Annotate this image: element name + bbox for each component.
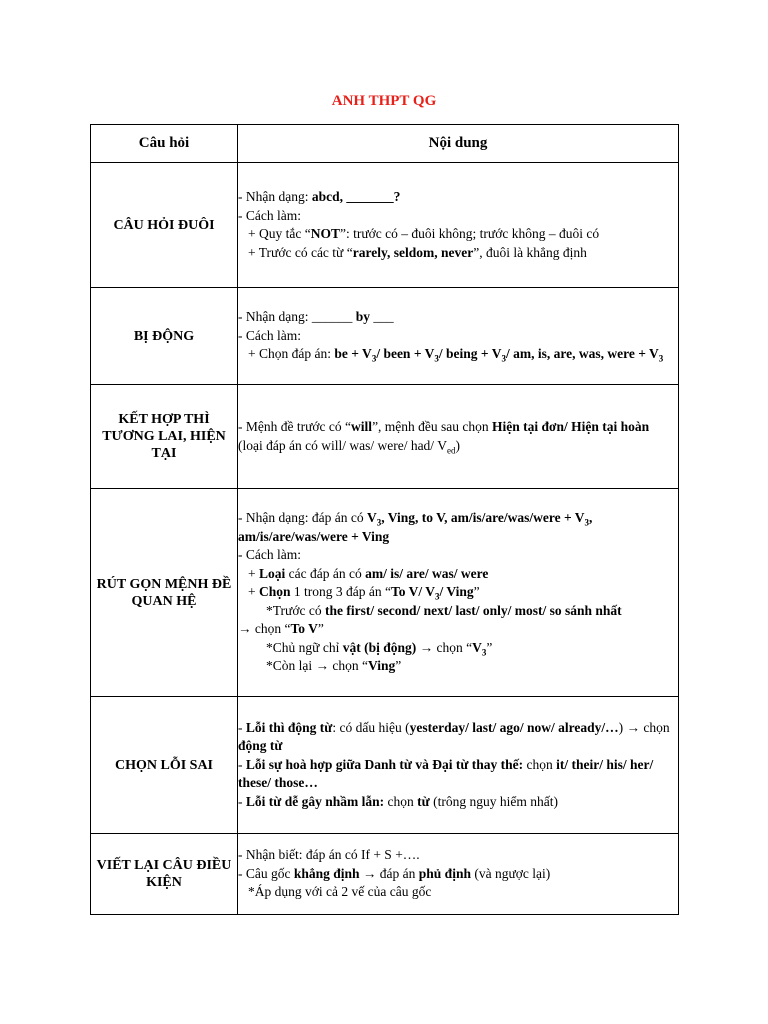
text-segment: → đáp án <box>359 865 419 881</box>
content-line <box>238 657 678 676</box>
table-row <box>91 834 679 915</box>
text-segment: it/ their/ his/ her/ these/ those… <box>238 756 654 791</box>
text-segment: ) <box>455 437 460 453</box>
subscript-text: 3 <box>371 353 377 364</box>
text-segment: - Cách làm: <box>238 327 301 343</box>
text-segment: vật (bị động) <box>342 639 417 655</box>
page-title: ANH THPT QG <box>331 93 437 109</box>
text-segment: yesterday/ last/ ago/ now/ already/… <box>409 719 619 735</box>
table-row <box>91 697 679 834</box>
content-line <box>238 719 678 756</box>
subscript-text: 3 <box>434 353 439 364</box>
text-segment: To V <box>290 621 318 637</box>
content-line <box>238 345 678 364</box>
text-segment: + Chọn đáp án: <box>248 346 335 362</box>
text-segment: rarely, seldom, never <box>352 244 474 260</box>
row-content <box>238 288 679 385</box>
content-line <box>238 418 678 437</box>
content-line <box>238 225 678 244</box>
text-segment: / am, is, are, was, were + V <box>505 346 659 362</box>
text-segment: - Nhận biết: đáp án có If + S +…. <box>238 847 420 863</box>
table-row <box>91 489 679 697</box>
text-segment: → chọn “ <box>416 639 473 655</box>
table-row <box>91 288 679 385</box>
text-segment: ___ <box>370 309 394 325</box>
content-line <box>238 583 678 602</box>
row-content <box>238 834 679 915</box>
subscript-text: ed <box>446 445 456 456</box>
text-segment: / been + V <box>376 346 435 362</box>
table-row <box>91 163 679 288</box>
content-line <box>238 509 678 546</box>
row-question: RÚT GỌN MỆNH ĐỀ QUAN HỆ <box>91 489 238 697</box>
text-segment: - Nhận dạng: ______ <box>238 309 356 325</box>
text-segment: *Còn lại → chọn “ <box>266 658 368 674</box>
row-question: CHỌN LỖI SAI <box>91 697 238 834</box>
content-line <box>238 546 678 565</box>
content-line <box>238 244 678 263</box>
content-line <box>238 602 678 621</box>
text-segment: + Trước có các từ “ <box>248 244 353 260</box>
content-line <box>238 620 678 639</box>
text-segment: khẳng định <box>293 865 360 881</box>
text-segment: ” <box>473 584 480 600</box>
text-segment: by <box>355 309 370 325</box>
text-segment: V <box>472 639 482 655</box>
content-line <box>238 437 678 456</box>
subscript-text: 3 <box>435 591 440 602</box>
row-question: VIẾT LẠI CÂU ĐIỀU KIỆN <box>91 834 238 915</box>
text-segment: *Chủ ngữ chỉ <box>266 639 343 655</box>
text-segment: / being + V <box>438 346 502 362</box>
text-segment: - Cách làm: <box>238 207 301 223</box>
text-segment: be + V <box>334 346 372 362</box>
content-line <box>238 565 678 584</box>
subscript-text: 3 <box>481 647 487 658</box>
text-segment: phủ định <box>418 865 471 881</box>
text-segment: - Nhận dạng: đáp án có <box>238 510 367 526</box>
subscript-text: 3 <box>376 517 382 528</box>
content-line <box>238 756 678 793</box>
text-segment: các đáp án có <box>285 565 366 581</box>
text-segment: ” <box>486 639 493 655</box>
text-segment: + Quy tắc “ <box>248 226 311 241</box>
row-question: KẾT HỢP THÌ TƯƠNG LAI, HIỆN TẠI <box>91 385 238 489</box>
row-content <box>238 697 679 834</box>
text-segment: chọn <box>384 793 418 809</box>
text-segment: 1 trong 3 đáp án “ <box>290 584 391 600</box>
text-segment: ”, đuôi là khẳng định <box>473 244 587 260</box>
text-segment: will <box>351 419 373 434</box>
text-segment: am/ is/ are/ was/ were <box>365 565 489 581</box>
content-line <box>238 207 678 226</box>
text-segment: (loại đáp án có will/ was/ were/ had/ V <box>238 437 447 453</box>
row-question: CÂU HỎI ĐUÔI <box>91 163 238 288</box>
content-line <box>238 793 678 812</box>
content-line <box>238 308 678 327</box>
text-segment: - Câu gốc <box>238 865 294 881</box>
text-segment: → chọn “ <box>238 621 291 637</box>
text-segment: , am/is/are/was/were + Ving <box>238 510 593 544</box>
text-segment: the first/ second/ next/ last/ only/ most/ so sánh nhất <box>324 602 622 618</box>
text-segment: *Áp dụng với cả 2 vế của câu gốc <box>248 884 432 900</box>
row-question: BỊ ĐỘNG <box>91 288 238 385</box>
row-content <box>238 489 679 697</box>
table-row <box>91 385 679 489</box>
text-segment: Lỗi từ dễ gây nhầm lẫn: <box>245 793 385 809</box>
content-line <box>238 639 678 658</box>
content-line <box>238 846 678 865</box>
text-segment: *Trước có <box>266 602 325 618</box>
text-segment: ” <box>317 621 324 637</box>
subscript-text: 3 <box>658 353 664 364</box>
header-question: Câu hỏi <box>91 125 238 163</box>
text-segment: V <box>366 510 377 526</box>
text-segment: + <box>248 565 259 581</box>
text-segment: từ <box>417 793 430 809</box>
text-segment: - Cách làm: <box>238 547 301 563</box>
subscript-text: 3 <box>584 517 590 528</box>
text-segment: (và ngược lại) <box>470 865 551 881</box>
content-line <box>238 865 678 884</box>
text-segment: (trông nguy hiểm nhất) <box>429 793 558 809</box>
text-segment: NOT <box>310 226 340 241</box>
text-segment: - <box>238 719 246 735</box>
content-line <box>238 188 678 207</box>
text-segment: Loại <box>259 565 286 581</box>
text-segment: Lỗi thì động từ <box>245 719 333 735</box>
text-segment: - Mệnh đề trước có “ <box>238 419 352 434</box>
row-content <box>238 163 679 288</box>
text-segment: - Nhận dạng: <box>238 189 312 204</box>
text-segment: - <box>238 793 246 809</box>
text-segment: - <box>238 756 246 772</box>
text-segment: chọn <box>523 756 557 772</box>
text-segment: Hiện tại đơn/ Hiện tại hoàn <box>492 419 650 434</box>
text-segment: / Ving <box>439 584 474 600</box>
text-segment: , Ving, to V, am/is/are/was/were + V <box>381 510 585 526</box>
text-segment: động từ <box>238 738 283 754</box>
text-segment: ” <box>395 658 402 674</box>
content-line <box>238 883 678 902</box>
text-segment: Lỗi sự hoà hợp giữa Danh từ và Đại từ thay thế: <box>245 756 524 772</box>
text-segment: : có dấu hiệu ( <box>332 719 410 735</box>
text-segment: To V/ V <box>391 584 436 600</box>
text-segment: Chọn <box>259 584 291 600</box>
table-header-row <box>91 125 679 163</box>
row-content <box>238 385 679 489</box>
text-segment: Ving <box>367 658 396 674</box>
subscript-text: 3 <box>501 353 506 364</box>
content-line <box>238 327 678 346</box>
header-content: Nội dung <box>238 125 679 163</box>
text-segment: ) → chọn <box>618 719 670 735</box>
text-segment: abcd, _______? <box>311 189 401 204</box>
text-segment: ”, mệnh đều sau chọn <box>372 419 493 434</box>
text-segment: + <box>248 584 259 600</box>
text-segment: ”: trước có – đuôi không; trước không – đuôi có <box>339 226 600 241</box>
content-table <box>90 124 679 915</box>
